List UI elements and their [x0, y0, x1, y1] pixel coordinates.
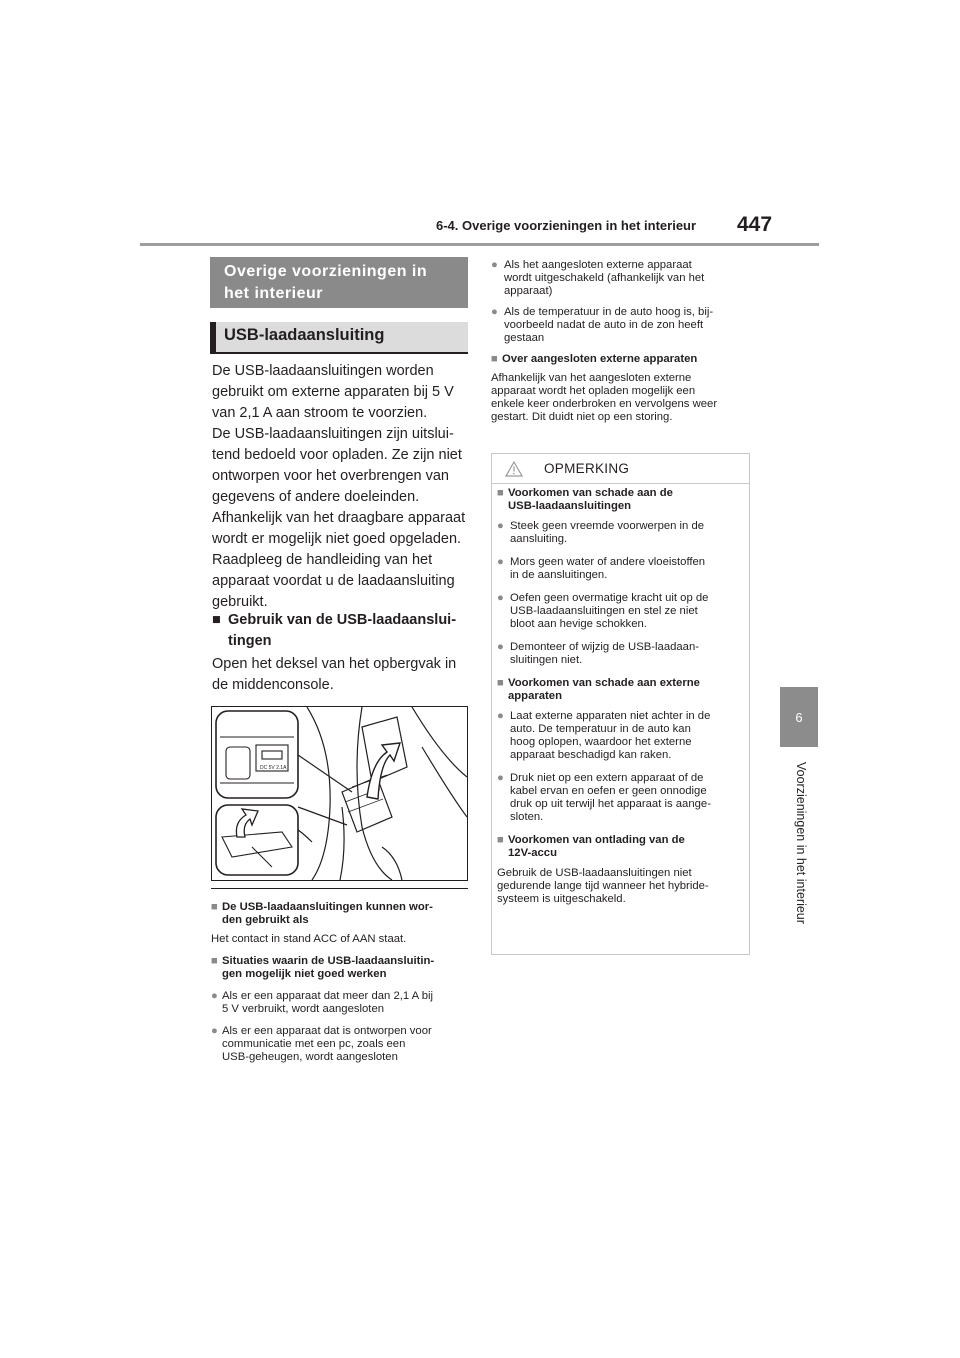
usage-heading [212, 610, 470, 652]
note-line: apparaat wordt het opladen mogelijk een [491, 385, 696, 397]
note-line: Als de temperatuur in de auto hoog is, bij- [504, 306, 714, 318]
note-line: enkele keer onderbroken en vervolgens weer [491, 398, 718, 410]
note-line: apparaat) [504, 285, 553, 297]
console-illustration [211, 706, 468, 881]
intro-line: gegevens of andere doeleinden. [212, 489, 420, 505]
notice-line: Laat externe apparaten niet achter in de [510, 710, 711, 722]
notice-line: Oefen geen overmatige kracht uit op de [510, 592, 709, 604]
chapter-title-vertical: Voorzieningen in het interieur [794, 762, 808, 924]
notice-line: hoog oplopen, waardoor het externe [510, 736, 692, 748]
notice-line: Voorkomen van schade aan externe [508, 677, 700, 689]
main-heading-line: Overige voorzieningen in [224, 263, 428, 280]
intro-line: Raadpleeg de handleiding van het [212, 552, 433, 568]
usage-heading-line: Gebruik van de USB-laadaanslui- [228, 612, 457, 628]
header-rule [140, 243, 819, 246]
intro-paragraph [212, 361, 470, 613]
console-drawing [212, 707, 467, 880]
notice-line: USB-laadaansluitingen en stel ze niet [510, 605, 698, 617]
note-line: Als er een apparaat dat meer dan 2,1 A bij [222, 990, 434, 1002]
notice-title: OPMERKING [544, 461, 630, 476]
note-line: communicatie met een pc, zoals een [222, 1038, 406, 1050]
chapter-tab [780, 687, 818, 747]
usage-line: Open het deksel van het opbergvak in [212, 656, 457, 672]
note-line: Afhankelijk van het aangesloten externe [491, 372, 692, 384]
notice-line: gedurende lange tijd wanneer het hybride- [497, 880, 709, 892]
intro-line: De USB-laadaansluitingen worden [212, 363, 434, 379]
illustration-rule [211, 888, 468, 889]
usage-heading-line: tingen [228, 633, 272, 649]
intro-line: gebruikt. [212, 594, 268, 610]
notice-line: sluitingen niet. [510, 654, 583, 666]
notice-line: USB-laadaansluitingen [508, 500, 632, 512]
note-line: den gebruikt als [222, 914, 309, 926]
notice-line: Druk niet op een extern apparaat of de [510, 772, 704, 784]
square-bullet-icon: ■ [212, 612, 221, 628]
main-heading [210, 257, 468, 308]
notice-line: 12V-accu [508, 847, 557, 859]
note-bullet [491, 259, 753, 298]
notice-line: in de aansluitingen. [510, 569, 608, 581]
usage-line: de middenconsole. [212, 677, 334, 693]
notice-line: Gebruik de USB-laadaansluitingen niet [497, 867, 692, 879]
square-bullet-icon: ■ [211, 955, 218, 967]
running-header-section: 6-4. Overige voorzieningen in het interieur [436, 218, 697, 233]
round-bullet-icon: ● [211, 1025, 218, 1037]
notice-header [492, 454, 749, 484]
intro-line: apparaat voordat u de laadaansluiting [212, 573, 455, 589]
notice-bullet [497, 772, 747, 824]
note-bullet [211, 990, 471, 1016]
round-bullet-icon: ● [497, 592, 504, 604]
square-bullet-icon: ■ [211, 901, 218, 913]
main-heading-line: het interieur [224, 285, 323, 302]
note-line: voorbeeld nadat de auto in de zon heeft [504, 319, 704, 331]
page-number: 447 [737, 213, 773, 236]
intro-line: van 2,1 A aan stroom te voorzien. [212, 405, 428, 421]
chapter-number: 6 [795, 709, 803, 725]
note-line: gen mogelijk niet goed werken [222, 968, 387, 980]
notice-line: Steek geen vreemde voorwerpen in de [510, 520, 705, 532]
intro-line: De USB-laadaansluitingen zijn uitslui- [212, 426, 454, 442]
notice-bullet [497, 520, 747, 546]
intro-line: wordt er mogelijk niet goed opgeladen. [212, 531, 462, 547]
square-bullet-icon: ■ [491, 353, 498, 365]
note-heading [211, 901, 471, 927]
connected-text [491, 372, 753, 424]
notice-line: druk op uit terwijl het apparaat is aange- [510, 798, 711, 810]
note-line: Situaties waarin de USB-laadaansluitin- [222, 955, 435, 967]
usb-port-label: DC 5V 2.1A [260, 765, 287, 771]
intro-line: ontworpen voor het overbrengen van [212, 468, 449, 484]
warning-triangle-icon [505, 461, 523, 477]
notice-line: sloten. [510, 811, 544, 823]
intro-line: Afhankelijk van het draagbare apparaat [212, 510, 466, 526]
round-bullet-icon: ● [497, 710, 504, 722]
note-bullet [211, 1025, 471, 1064]
note-heading [211, 955, 471, 981]
right-top-notes [491, 259, 753, 424]
note-heading [491, 353, 753, 366]
notice-heading [497, 487, 747, 513]
notice-line: Demonteer of wijzig de USB-laadaan- [510, 641, 700, 653]
note-line: Als er een apparaat dat is ontworpen voor [222, 1025, 432, 1037]
connected-heading: Over aangesloten externe apparaten [502, 353, 698, 365]
left-notes [211, 901, 471, 1064]
notice-line: apparaten [508, 690, 562, 702]
intro-line: gebruikt om externe apparaten bij 5 V [212, 384, 454, 400]
notice-bullet [497, 556, 747, 582]
note-line: Als het aangesloten externe apparaat [504, 259, 692, 271]
notice-line: Voorkomen van ontlading van de [508, 834, 685, 846]
notice-heading [497, 677, 747, 703]
notice-line: auto. De temperatuur in de auto kan [510, 723, 691, 735]
square-bullet-icon: ■ [497, 834, 504, 846]
intro-line: tend bedoeld voor opladen. Ze zijn niet [212, 447, 462, 463]
notice-line: Voorkomen van schade aan de [508, 487, 673, 499]
notice-line: bloot aan hevige schokken. [510, 618, 647, 630]
usage-paragraph [212, 654, 470, 696]
round-bullet-icon: ● [497, 772, 504, 784]
round-bullet-icon: ● [497, 520, 504, 532]
note-line: De USB-laadaansluitingen kunnen wor- [222, 901, 433, 913]
sub-heading: USB-laadaansluiting [210, 322, 468, 354]
round-bullet-icon: ● [497, 556, 504, 568]
notice-line: Mors geen water of andere vloeistoffen [510, 556, 706, 568]
note-line: gestaan [504, 332, 545, 344]
notice-content [497, 487, 747, 906]
note-line: 5 V verbruikt, wordt aangesloten [222, 1003, 385, 1015]
round-bullet-icon: ● [497, 641, 504, 653]
notice-line: aansluiting. [510, 533, 568, 545]
notice-heading [497, 834, 747, 860]
note-line: USB-geheugen, wordt aangesloten [222, 1051, 398, 1063]
notice-bullet [497, 710, 747, 762]
notice-text [497, 867, 747, 906]
round-bullet-icon: ● [491, 259, 498, 271]
notice-line: kabel ervan en oefen er geen onnodige [510, 785, 707, 797]
square-bullet-icon: ■ [497, 487, 504, 499]
notice-line: systeem is uitgeschakeld. [497, 893, 626, 905]
notice-bullet [497, 592, 747, 631]
round-bullet-icon: ● [491, 306, 498, 318]
note-text: Het contact in stand ACC of AAN staat. [211, 933, 407, 945]
note-line: wordt uitgeschakeld (afhankelijk van het [504, 272, 705, 284]
notice-bullet [497, 641, 747, 667]
note-bullet [491, 306, 753, 345]
notice-line: apparaat beschadigd kan raken. [510, 749, 672, 761]
note-line: gestart. Dit duidt niet op een storing. [491, 411, 673, 423]
round-bullet-icon: ● [211, 990, 218, 1002]
square-bullet-icon: ■ [497, 677, 504, 689]
